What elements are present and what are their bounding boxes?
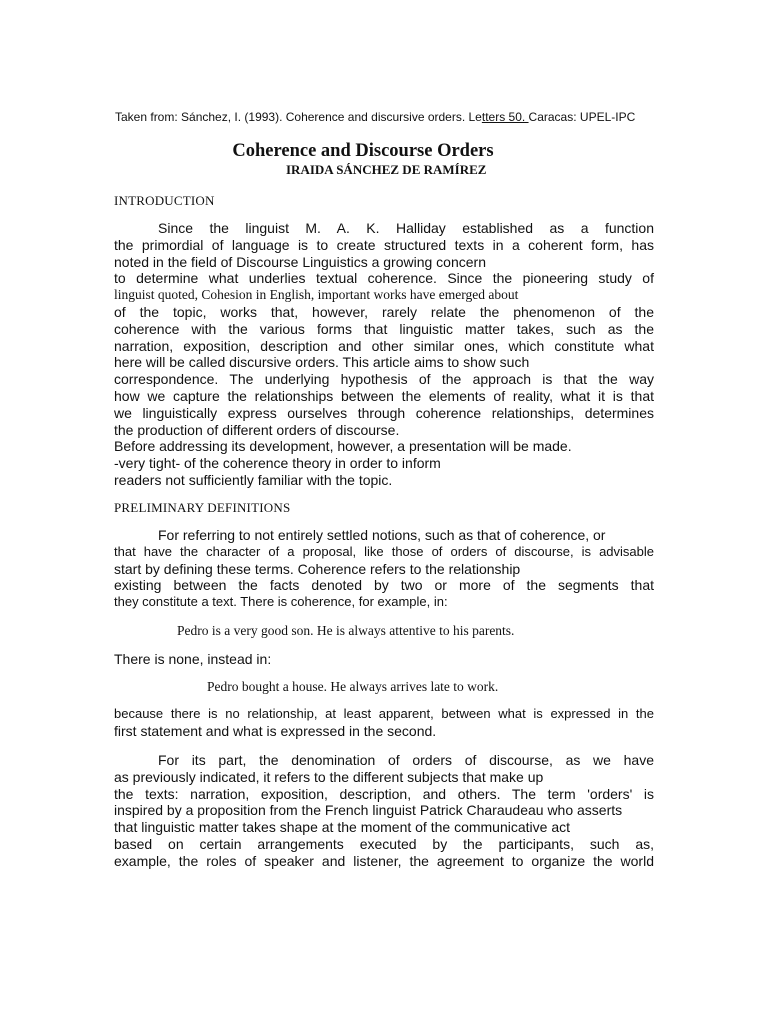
citation-tail: Caracas: UPEL-IPC bbox=[528, 110, 636, 124]
explanation-paragraph bbox=[114, 706, 654, 740]
citation-underlined: tters 50. bbox=[481, 110, 529, 124]
introduction-paragraph bbox=[114, 220, 654, 489]
citation-text: Taken from: Sánchez, I. (1993). Coherence and discursive orders. Le bbox=[115, 110, 482, 124]
preliminary-definitions-paragraph bbox=[114, 527, 654, 611]
text-line: based on certain arrangements executed by the participants, such as, bbox=[114, 835, 654, 852]
text-line: noted in the field of Discourse Linguistics a growing concern bbox=[114, 253, 486, 270]
orders-of-discourse-paragraph bbox=[114, 752, 654, 870]
text-line: Before addressing its development, however, a presentation will be made. bbox=[114, 438, 572, 455]
section-heading-preliminary-definitions: PRELIMINARY DEFINITIONS bbox=[114, 500, 291, 515]
text-line: as previously indicated, it refers to the different subjects that make up bbox=[114, 768, 544, 785]
text-line: coherence with the various forms that linguistic matter takes, such as the bbox=[114, 320, 654, 337]
incoherent-example: Pedro bought a house. He always arrives late to work. bbox=[207, 679, 499, 694]
text-line: readers not sufficiently familiar with the topic. bbox=[114, 471, 393, 488]
text-line: the texts: narration, exposition, description, and others. The term 'orders' is bbox=[114, 785, 654, 802]
text-line: they constitute a text. There is coherence, for example, in: bbox=[114, 594, 448, 610]
text-line: we linguistically express ourselves through coherence relationships, determines bbox=[114, 404, 654, 421]
text-line: here will be called discursive orders. This article aims to show such bbox=[114, 354, 530, 371]
text-line: narration, exposition, description and other similar ones, which constitute what bbox=[114, 337, 654, 354]
coherent-example: Pedro is a very good son. He is always attentive to his parents. bbox=[177, 623, 515, 638]
text-line: Since the linguist M. A. K. Halliday established as a function bbox=[158, 220, 654, 236]
text-line: how we capture the relationships between the elements of reality, what it is that bbox=[114, 387, 654, 404]
text-line: example, the roles of speaker and listener, the agreement to organize the world bbox=[114, 852, 654, 869]
text-line: the primordial of language is to create structured texts in a coherent form, has bbox=[114, 236, 654, 253]
source-citation bbox=[115, 110, 635, 124]
document-title: Coherence and Discourse Orders bbox=[232, 141, 494, 161]
text-line: to determine what underlies textual coherence. Since the pioneering study of bbox=[114, 270, 654, 287]
text-line: because there is no relationship, at least apparent, between what is expressed in the bbox=[114, 706, 654, 721]
text-line: -very tight- of the coherence theory in order to inform bbox=[114, 455, 441, 472]
text-line: start by defining these terms. Coherence refers to the relationship bbox=[114, 560, 521, 577]
text-line: of the topic, works that, however, rarely relate the phenomenon of the bbox=[114, 303, 654, 320]
text-line: For its part, the denomination of orders of discourse, as we have bbox=[158, 752, 654, 768]
text-line: For referring to not entirely settled notions, such as that of coherence, or bbox=[158, 527, 606, 543]
author-name: IRAIDA SÁNCHEZ DE RAMÍREZ bbox=[286, 162, 487, 177]
text-line: existing between the facts denoted by two or more of the segments that bbox=[114, 577, 654, 594]
text-line: that linguistic matter takes shape at the moment of the communicative act bbox=[114, 819, 570, 836]
text-line: linguist quoted, Cohesion in English, important works have emerged about bbox=[114, 287, 519, 303]
text-line: the production of different orders of discourse. bbox=[114, 421, 400, 438]
text-line: first statement and what is expressed in the second. bbox=[114, 722, 437, 739]
contrast-line: There is none, instead in: bbox=[114, 651, 272, 667]
text-line: inspired by a proposition from the French linguist Patrick Charaudeau who asserts bbox=[114, 802, 623, 819]
section-heading-introduction: INTRODUCTION bbox=[114, 193, 215, 208]
text-line: that have the character of a proposal, like those of orders of discourse, is advisable bbox=[114, 543, 654, 559]
text-line: correspondence. The underlying hypothesis of the approach is that the way bbox=[114, 371, 654, 388]
